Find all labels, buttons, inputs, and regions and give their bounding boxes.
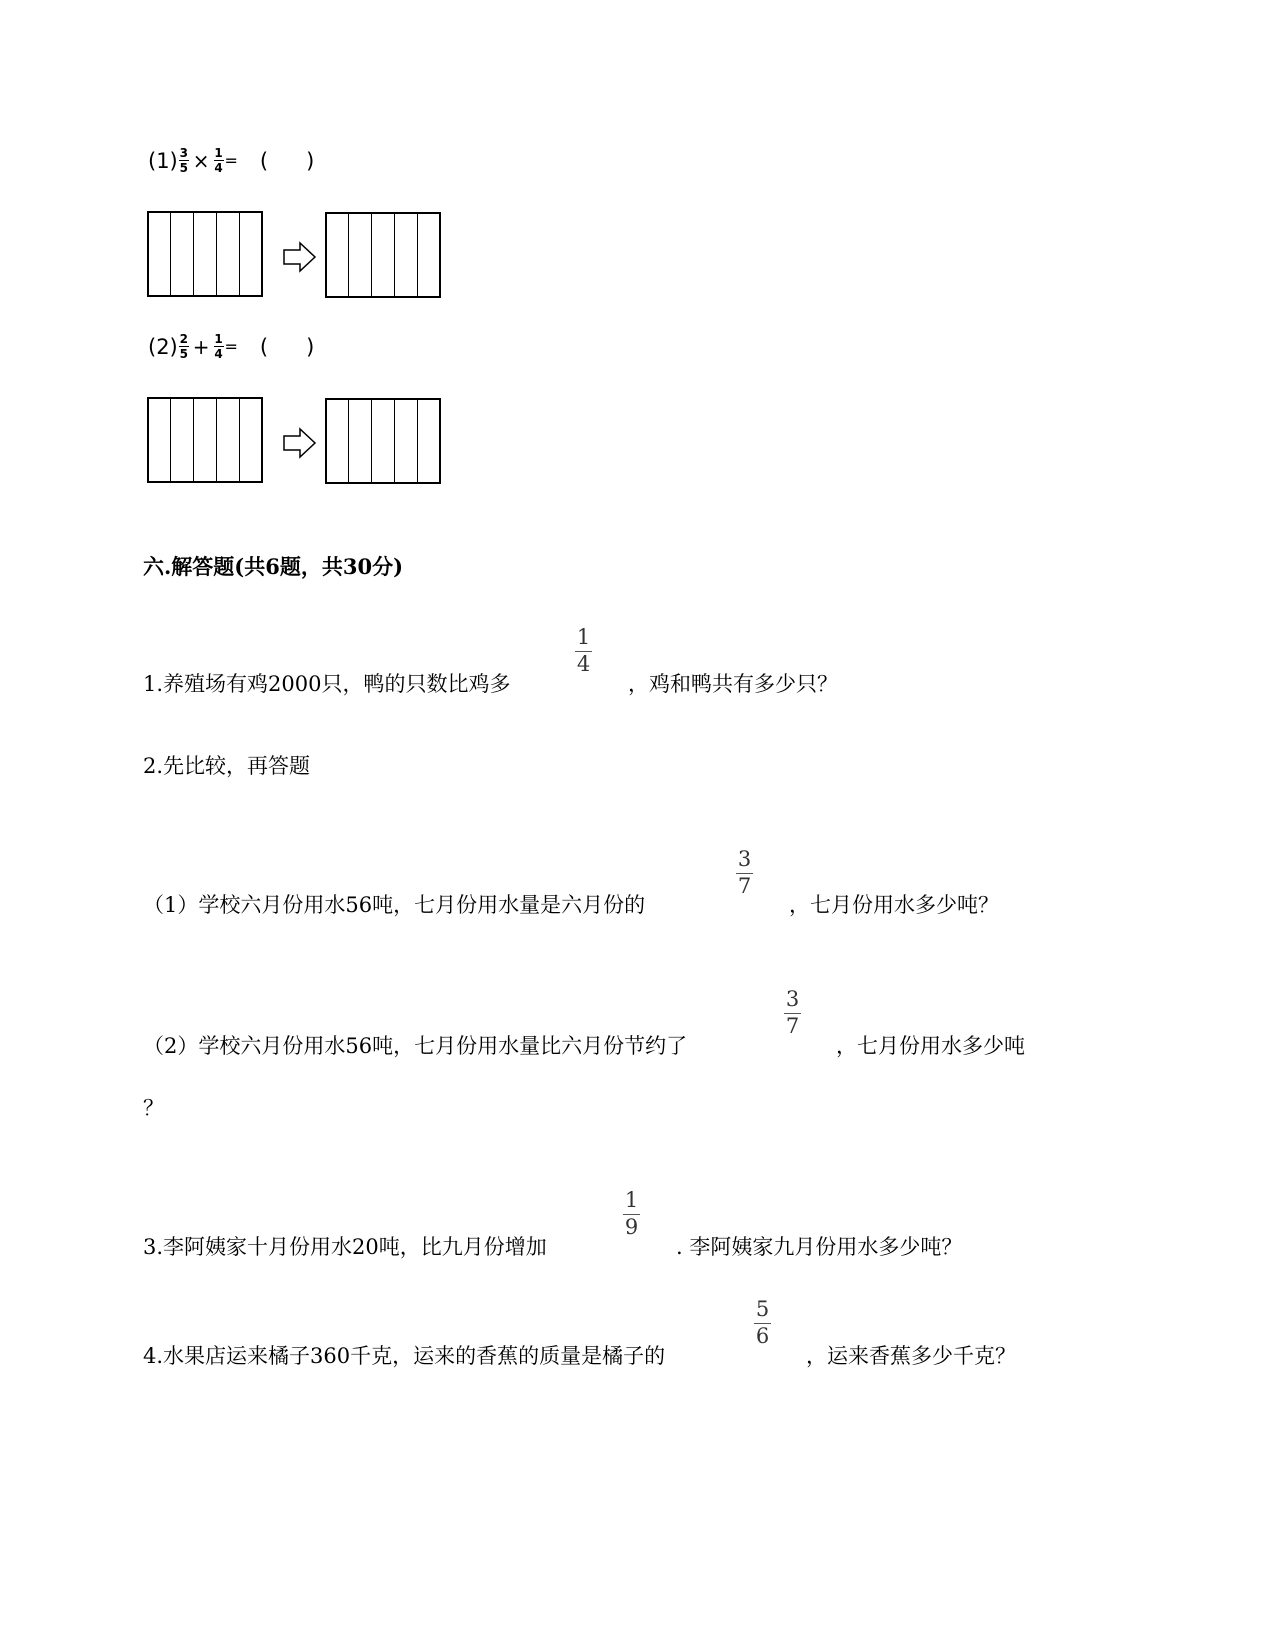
question-4-text-end: ，运来香蕉多少千克？ <box>806 1344 1016 1368</box>
fraction <box>754 1298 771 1347</box>
fraction <box>736 848 753 897</box>
question-1-text-end: ，鸡和鸭共有多少只？ <box>628 672 838 696</box>
fraction <box>179 333 189 360</box>
fraction-denominator: 5 <box>179 161 188 175</box>
question-1-text: 1.养殖场有鸡2000只，鸭的只数比鸡多 <box>143 672 511 696</box>
fraction-numerator: 2 <box>179 332 188 346</box>
fraction-numerator: 5 <box>755 1297 770 1321</box>
question-2a-text-end: ，七月份用水多少吨？ <box>789 893 999 917</box>
question-2a-text: （1）学校六月份用水56吨，七月份用水量是六月份的 <box>143 893 646 917</box>
figure-1-label: (1) <box>148 148 178 173</box>
figure-2-expression <box>148 333 314 360</box>
fraction-denominator: 6 <box>755 1324 770 1348</box>
fraction <box>179 147 189 174</box>
figure-1-expression <box>148 147 314 174</box>
open-paren: ( <box>259 334 269 359</box>
fraction-numerator: 1 <box>576 625 591 649</box>
fraction <box>623 1189 640 1238</box>
section-heading: 六.解答题(共6题，共30分) <box>143 554 404 579</box>
fraction-numerator: 3 <box>737 847 752 871</box>
fraction-numerator: 3 <box>785 987 800 1011</box>
question-3-text-end: . 李阿姨家九月份用水多少吨？ <box>676 1235 963 1259</box>
fraction-diagram-box <box>147 211 263 297</box>
fraction <box>214 333 224 360</box>
question-2b-text: （2）学校六月份用水56吨，七月份用水量比六月份节约了 <box>143 1034 688 1058</box>
answer-blank <box>260 149 314 173</box>
question-2b-wrap: ？ <box>143 1096 164 1120</box>
fraction-numerator: 1 <box>214 332 223 346</box>
close-paren: ) <box>306 148 315 173</box>
question-4-text: 4.水果店运来橘子360千克，运来的香蕉的质量是橘子的 <box>143 1344 666 1368</box>
question-2b-text-end: ，七月份用水多少吨 <box>836 1034 1025 1058</box>
fraction <box>575 626 592 675</box>
question-3-text: 3.李阿姨家十月份用水20吨，比九月份增加 <box>143 1235 547 1259</box>
fraction-diagram-box <box>147 397 263 483</box>
fraction <box>784 988 801 1037</box>
fraction-denominator: 5 <box>179 347 188 361</box>
question-2-title: 2.先比较，再答题 <box>143 754 311 778</box>
fraction-numerator: 1 <box>214 146 223 160</box>
fraction-denominator: 7 <box>785 1014 800 1038</box>
answer-blank <box>260 335 314 359</box>
fraction-denominator: 7 <box>737 874 752 898</box>
equals-sign: = <box>224 337 238 356</box>
open-paren: ( <box>259 148 269 173</box>
fraction-denominator: 4 <box>214 347 223 361</box>
fraction-denominator: 4 <box>214 161 223 175</box>
fraction-diagram-box <box>325 212 441 298</box>
arrow-right-icon <box>282 240 318 274</box>
fraction-diagram-box <box>325 398 441 484</box>
fraction-numerator: 1 <box>624 1188 639 1212</box>
operator: + <box>192 334 210 359</box>
arrow-right-icon <box>282 426 318 460</box>
fraction <box>214 147 224 174</box>
equals-sign: = <box>224 151 238 170</box>
fraction-denominator: 4 <box>576 652 591 676</box>
fraction-denominator: 9 <box>624 1215 639 1239</box>
operator: × <box>192 148 210 173</box>
fraction-numerator: 3 <box>179 146 188 160</box>
figure-2-label: (2) <box>148 334 178 359</box>
close-paren: ) <box>306 334 315 359</box>
